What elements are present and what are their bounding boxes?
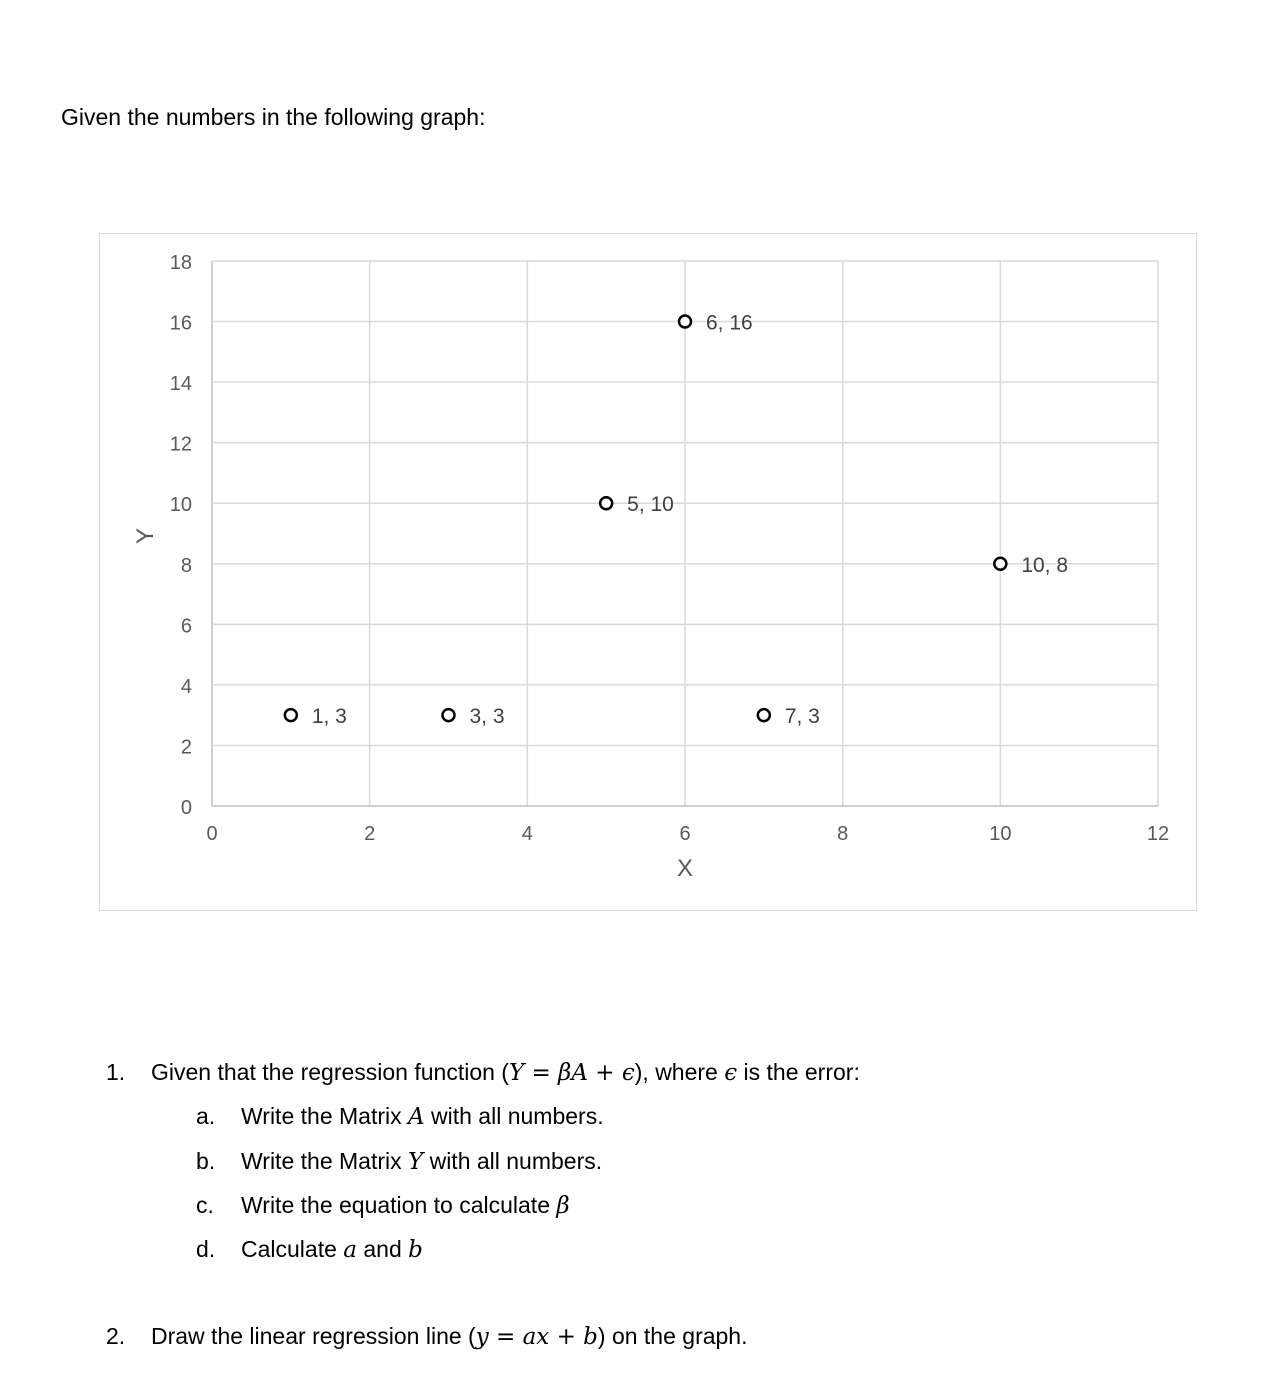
y-tick-label: 8	[180, 554, 192, 577]
x-tick-label: 6	[679, 823, 691, 845]
question-1-formula: Y = βA + ϵ	[508, 1060, 635, 1086]
y-tick-label: 6	[180, 615, 192, 638]
question-1-text-pre: Given that the regression function (	[151, 1059, 509, 1085]
item-text: Write the Matrix	[241, 1103, 408, 1129]
data-point	[443, 709, 455, 721]
question-1c	[196, 1192, 570, 1219]
item-text: Write the equation to calculate	[241, 1192, 557, 1218]
item-symbol-b: b	[408, 1237, 423, 1263]
item-letter: c.	[196, 1192, 214, 1218]
data-label: 5, 10	[627, 493, 674, 517]
question-1	[106, 1059, 860, 1086]
x-axis-label: X	[676, 855, 694, 882]
y-tick-label: 16	[169, 312, 192, 335]
y-tick-label: 12	[169, 433, 192, 456]
data-point	[679, 316, 691, 328]
tick-layer	[170, 252, 1169, 845]
item-symbol: β	[556, 1193, 570, 1219]
item-symbol-a: a	[343, 1237, 357, 1263]
data-point	[994, 558, 1006, 570]
y-tick-label: 18	[169, 252, 192, 274]
y-tick-label: 2	[180, 736, 192, 759]
item-letter: a.	[196, 1103, 216, 1129]
question-2-text-pre: Draw the linear regression line (	[151, 1323, 476, 1349]
y-axis-label: Y	[132, 527, 159, 545]
item-symbol: A	[408, 1104, 425, 1130]
question-2-text-post: ) on the graph.	[597, 1323, 748, 1349]
question-2	[106, 1323, 748, 1350]
y-tick-label: 4	[180, 675, 192, 698]
data-label: 3, 3	[469, 705, 505, 729]
item-letter: b.	[196, 1148, 216, 1174]
question-1b	[196, 1148, 602, 1175]
question-1-number: 1.	[106, 1059, 126, 1085]
item-letter: d.	[196, 1236, 216, 1262]
y-tick-label: 14	[169, 373, 192, 396]
item-text: Calculate	[241, 1236, 344, 1262]
scatter-chart	[100, 234, 1198, 912]
question-1-text-mid: ), where	[634, 1059, 725, 1085]
data-label: 6, 16	[706, 311, 753, 335]
item-text-mid: and	[357, 1236, 409, 1262]
grid-layer	[212, 261, 1158, 806]
item-text-post: with all numbers.	[424, 1103, 604, 1129]
x-tick-label: 10	[989, 823, 1012, 845]
item-text-post: with all numbers.	[423, 1148, 603, 1174]
x-tick-label: 2	[364, 823, 376, 845]
question-1d	[196, 1236, 423, 1263]
question-2-number: 2.	[106, 1323, 126, 1349]
x-tick-label: 8	[837, 823, 849, 845]
data-point	[285, 709, 297, 721]
question-1-text-post: is the error:	[737, 1059, 860, 1085]
item-text: Write the Matrix	[241, 1148, 408, 1174]
item-symbol: Y	[408, 1149, 424, 1175]
x-tick-label: 0	[206, 823, 218, 845]
data-label: 1, 3	[311, 705, 347, 729]
question-1-epsilon: ϵ	[724, 1060, 738, 1086]
data-point	[600, 497, 612, 509]
chart-frame	[99, 233, 1197, 911]
y-tick-label: 10	[169, 494, 192, 517]
question-2-formula: y = ax + b	[475, 1324, 598, 1350]
x-tick-label: 12	[1146, 823, 1170, 845]
question-1a	[196, 1103, 604, 1130]
point-layer	[285, 312, 1068, 729]
data-label: 7, 3	[784, 705, 820, 729]
intro-text: Given the numbers in the following graph:	[61, 104, 486, 130]
y-tick-label: 0	[180, 797, 192, 819]
x-tick-label: 4	[521, 823, 533, 845]
data-point	[758, 709, 770, 721]
data-label: 10, 8	[1021, 553, 1069, 577]
